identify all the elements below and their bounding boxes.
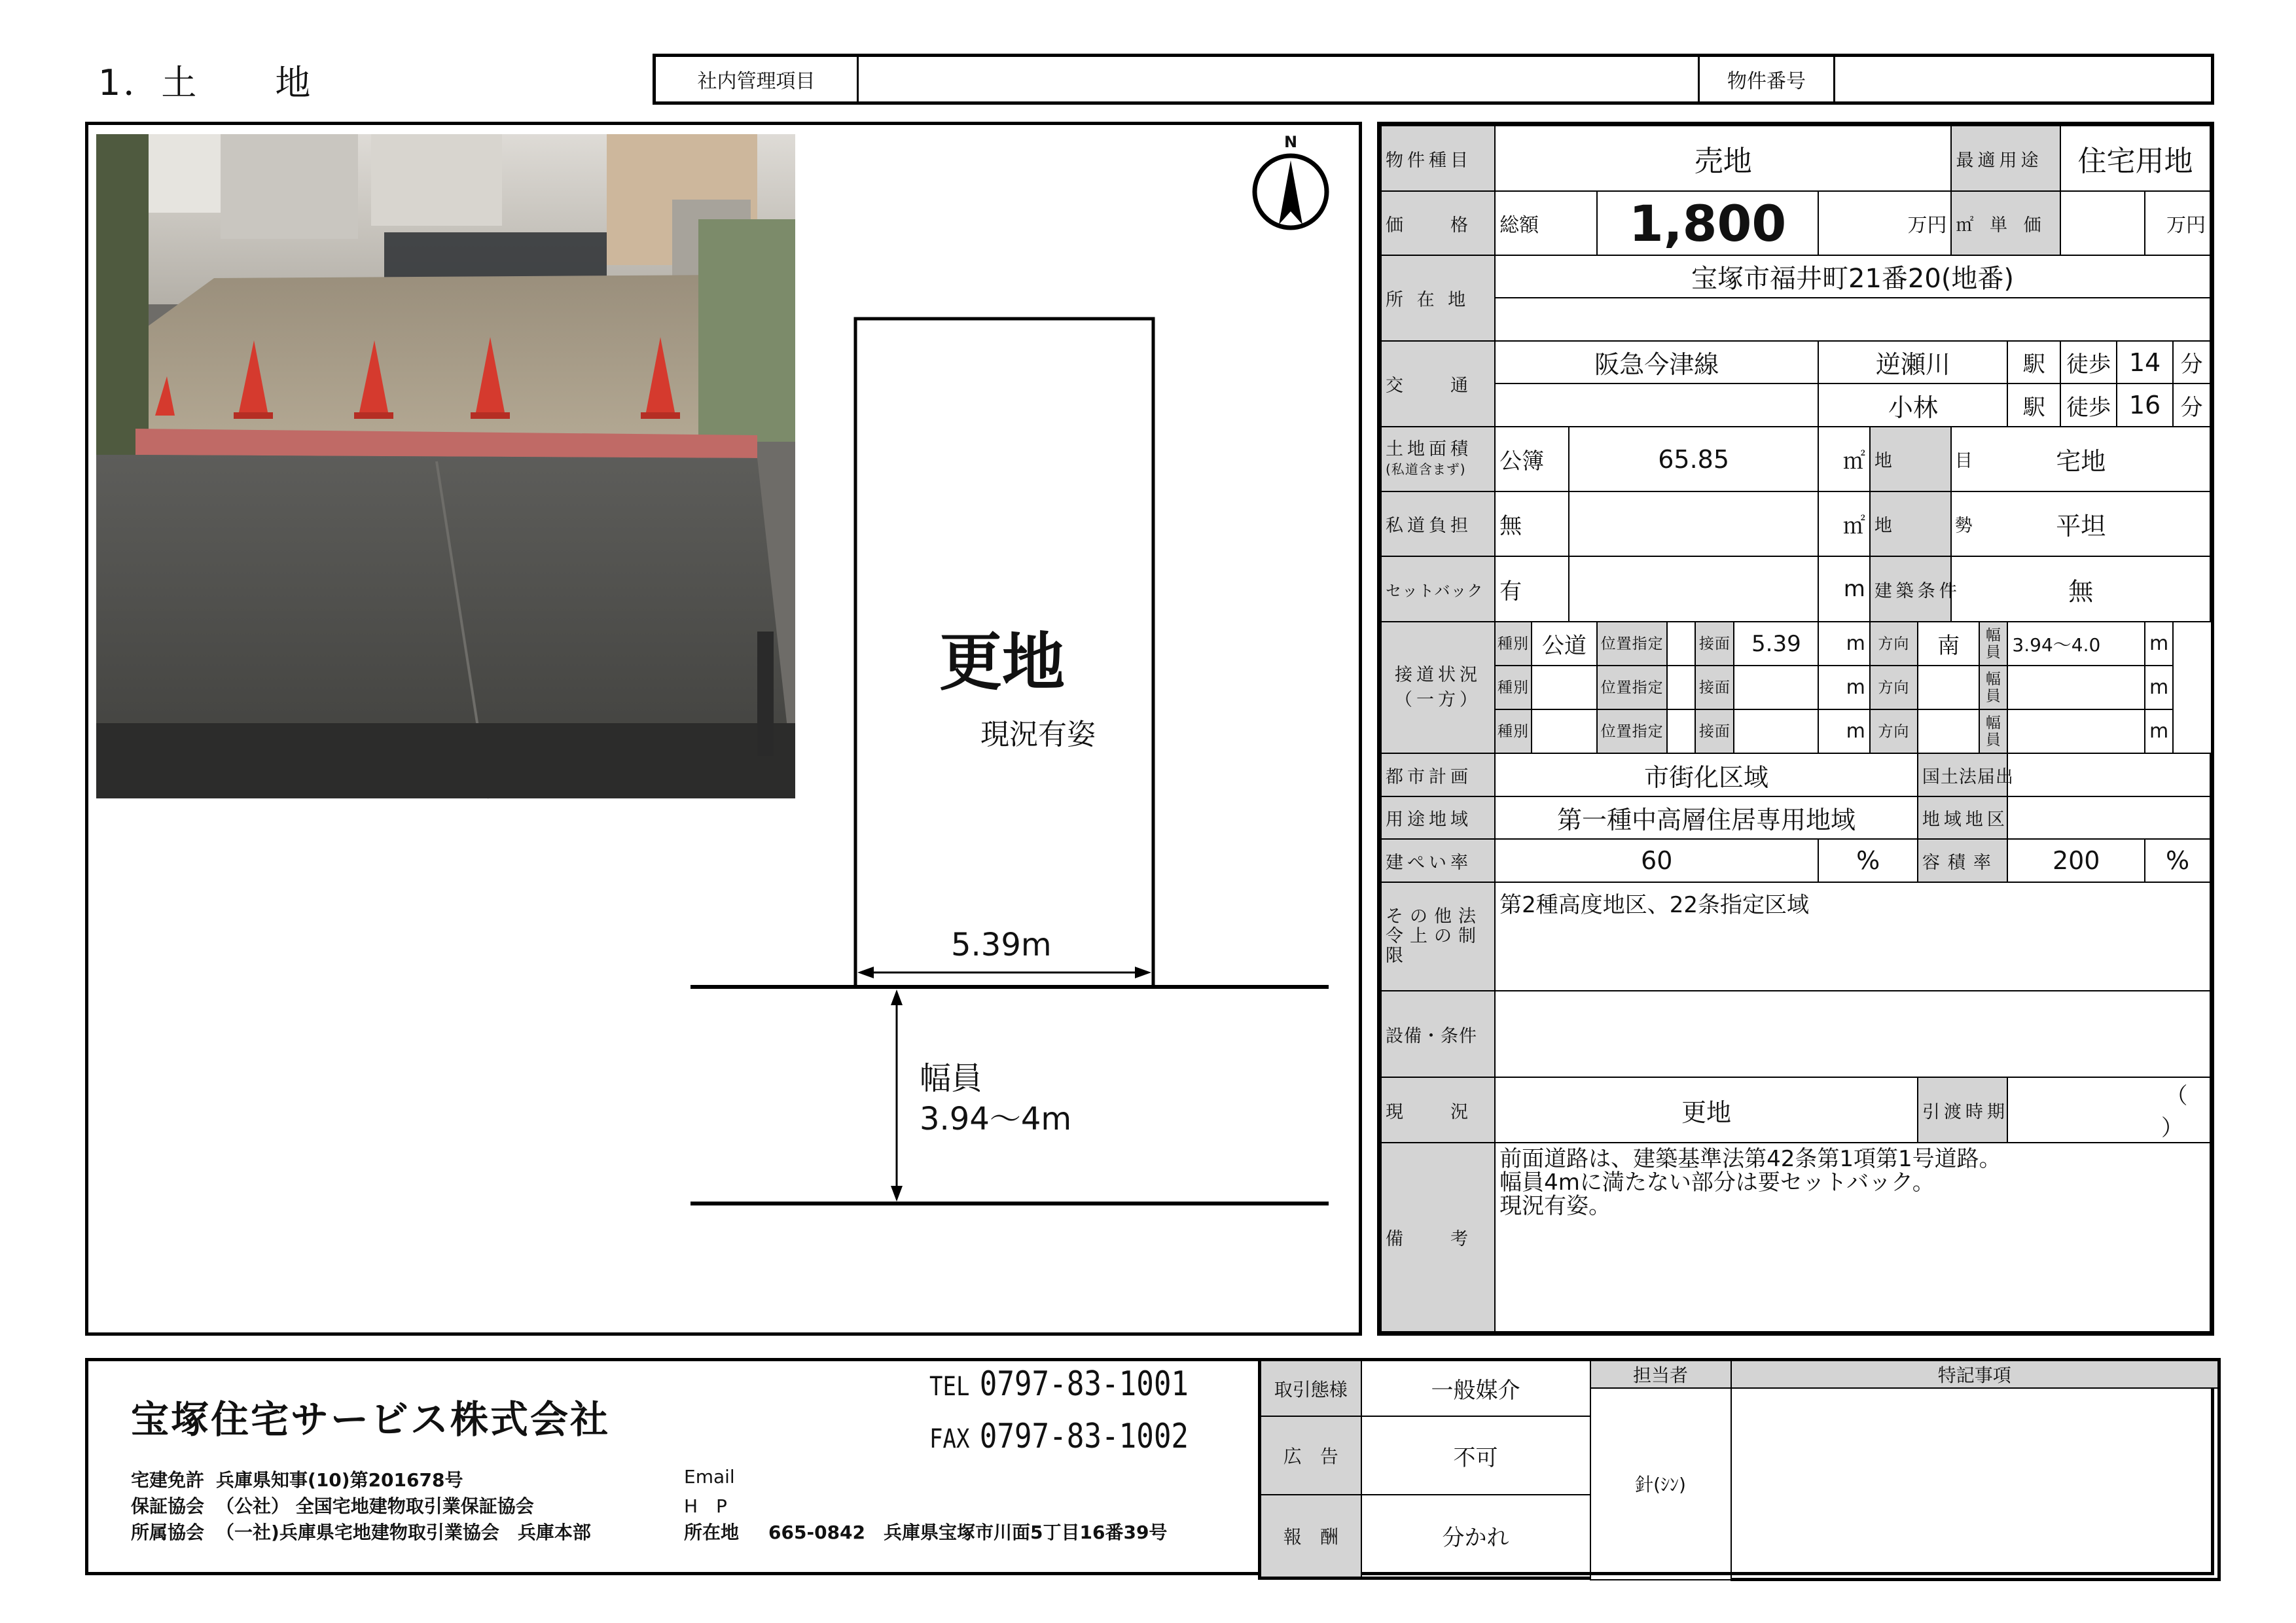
facility-value <box>1495 991 2210 1077</box>
address-value: 宝塚市福井町21番20(地番) <box>1495 255 2210 298</box>
unit-price-value <box>2060 191 2145 255</box>
addr-value: 665-0842 兵庫県宝塚市川面5丁目16番39号 <box>768 1522 1168 1543</box>
city-plan-label: 都市計画 <box>1381 753 1495 796</box>
district-label: 地域地区 <box>1918 796 2008 839</box>
fee-value: 分かれ <box>1361 1495 1590 1578</box>
land-area-unit: ㎡ <box>1818 427 1869 491</box>
setback-amount <box>1569 556 1818 622</box>
prop-no-label: 物件番号 <box>1700 57 1835 101</box>
transport-fun-2: 分 <box>2173 383 2210 427</box>
fax-number: 0797-83-1002 <box>979 1417 1189 1456</box>
road3-width-unit: m <box>2145 709 2173 753</box>
road3-frontage-label: 接面 <box>1695 709 1734 753</box>
unit-price-unit: 万円 <box>2145 191 2210 255</box>
road2-frontage-unit: m <box>1818 666 1869 709</box>
notes-label: 特記事項 <box>1731 1360 2219 1389</box>
fee-label: 報 酬 <box>1260 1495 1361 1578</box>
license-value: 兵庫県知事(10)第201678号 <box>216 1469 463 1491</box>
road1-ichi <box>1667 622 1695 666</box>
road3-dir-label: 方向 <box>1870 709 1918 753</box>
transport-eki-2: 駅 <box>2007 383 2060 427</box>
assoc-value: （一社)兵庫県宅地建物取引業協会 兵庫本部 <box>216 1522 591 1543</box>
road2-frontage <box>1734 666 1818 709</box>
tel-row <box>929 1364 1189 1404</box>
fax-label: FAX <box>929 1424 970 1454</box>
fax-row <box>929 1417 1189 1456</box>
transport-line-1: 阪急今津線 <box>1495 341 1818 383</box>
road3-type <box>1532 709 1597 753</box>
road3-ichi-label: 位置指定 <box>1597 709 1667 753</box>
prop-no-value[interactable] <box>1835 57 2211 101</box>
zoning-label: 用途地域 <box>1381 796 1495 839</box>
footer <box>85 1358 2214 1575</box>
road1-width-label: 幅員 <box>1979 622 2007 666</box>
road2-frontage-label: 接面 <box>1695 666 1734 709</box>
kokudo-label: 国土法届出 <box>1918 753 2008 796</box>
map-panel <box>85 122 1362 1336</box>
transport-station-1: 逆瀬川 <box>1818 341 2007 383</box>
road3-dir <box>1918 709 1980 753</box>
other-value: 第2種高度地区、22条指定区域 <box>1495 882 2210 991</box>
deal-value: 一般媒介 <box>1361 1360 1590 1417</box>
road2-type <box>1532 666 1597 709</box>
guarantee-label: 保証協会 <box>131 1495 205 1517</box>
road-access-label <box>1381 622 1495 753</box>
transport-min-2: 16 <box>2117 383 2173 427</box>
deal-table <box>1258 1358 2221 1581</box>
land-area-sub: (私道含まず) <box>1386 461 1466 477</box>
use-value: 住宅用地 <box>2060 126 2210 191</box>
unit-price-label: ㎡ 単 価 <box>1951 191 2060 255</box>
staff-value: 針(ｼﾝ) <box>1590 1388 1731 1580</box>
far-label: 容積率 <box>1918 839 2008 882</box>
assoc-row <box>131 1518 591 1544</box>
handover-open: （ <box>2165 1083 2188 1109</box>
road3-frontage <box>1734 709 1818 753</box>
status-note: 現況有姿 <box>980 718 1096 751</box>
private-road-area <box>1569 491 1818 556</box>
road3-ichi <box>1667 709 1695 753</box>
road3-width <box>2007 709 2145 753</box>
road2-ichi <box>1667 666 1695 709</box>
handover-value <box>2007 1077 2210 1143</box>
transport-min-1: 14 <box>2117 341 2173 383</box>
lot-diagram <box>85 122 1362 1336</box>
private-road-unit: ㎡ <box>1818 491 1869 556</box>
land-area-value: 65.85 <box>1569 427 1818 491</box>
other-label: その他法令上の制限 <box>1381 882 1495 991</box>
koubo-label: 公簿 <box>1495 427 1569 491</box>
far-unit: % <box>2145 839 2210 882</box>
road2-type-label: 種別 <box>1495 666 1532 709</box>
road1-dir-label: 方向 <box>1870 622 1918 666</box>
hp-label: H P <box>684 1495 727 1517</box>
tel-label: TEL <box>929 1372 970 1402</box>
header-bar <box>653 54 2214 105</box>
setback-unit: m <box>1818 556 1869 622</box>
price-value: 1,800 <box>1597 191 1818 255</box>
type-value: 売地 <box>1495 126 1951 191</box>
private-road-value: 無 <box>1495 491 1569 556</box>
road1-ichi-label: 位置指定 <box>1597 622 1667 666</box>
setback-value: 有 <box>1495 556 1569 622</box>
road-access-sub: （一方） <box>1395 689 1482 710</box>
road-width-value: 3.94～4m <box>920 1101 1072 1137</box>
price-unit: 万円 <box>1818 191 1951 255</box>
notes-value <box>1731 1388 2219 1580</box>
road1-frontage-label: 接面 <box>1695 622 1734 666</box>
private-road-label: 私道負担 <box>1381 491 1495 556</box>
far-value: 200 <box>2007 839 2145 882</box>
transport-eki-1: 駅 <box>2007 341 2060 383</box>
spec-table <box>1377 122 2214 1336</box>
price-label: 価 格 <box>1381 191 1495 255</box>
road1-type: 公道 <box>1532 622 1597 666</box>
north-label: N <box>1284 133 1298 151</box>
remarks-line-2: 幅員4mに満たない部分は要セットバック。 <box>1499 1169 1935 1196</box>
transport-walk-2: 徒歩 <box>2060 383 2117 427</box>
remarks-label: 備 考 <box>1381 1143 1495 1332</box>
road1-frontage: 5.39 <box>1734 622 1818 666</box>
location-label: 所 在 地 <box>1381 255 1495 341</box>
addr-row <box>684 1518 1167 1544</box>
type-label: 物件種目 <box>1381 126 1495 191</box>
license-label: 宅建免許 <box>131 1469 205 1491</box>
road2-width-unit: m <box>2145 666 2173 709</box>
transport-fun-1: 分 <box>2173 341 2210 383</box>
guarantee-value: （公社） 全国宅地建物取引業保証協会 <box>216 1495 534 1517</box>
land-area-title: 土地面積 <box>1386 438 1472 459</box>
tel-number: 0797-83-1001 <box>979 1364 1189 1404</box>
district-value <box>2007 796 2210 839</box>
license-row <box>131 1466 463 1492</box>
terrain-label: 地 勢 <box>1870 491 1952 556</box>
road1-type-label: 種別 <box>1495 622 1532 666</box>
road1-width: 3.94～4.0 <box>2007 622 2145 666</box>
road3-type-label: 種別 <box>1495 709 1532 753</box>
land-area-label <box>1381 427 1495 491</box>
road1-dir: 南 <box>1918 622 1980 666</box>
assoc-label: 所属協会 <box>131 1522 205 1543</box>
mgmt-label: 社内管理項目 <box>656 57 859 101</box>
use-label: 最適用途 <box>1951 126 2060 191</box>
staff-label: 担当者 <box>1590 1360 1731 1389</box>
ad-value: 不可 <box>1361 1416 1590 1495</box>
facility-label: 設備・条件 <box>1381 991 1495 1077</box>
build-cond-label: 建築条件 <box>1870 556 1952 622</box>
bcr-label: 建ぺい率 <box>1381 839 1495 882</box>
transport-walk-1: 徒歩 <box>2060 341 2117 383</box>
guarantee-row <box>131 1492 534 1518</box>
road3-width-label: 幅員 <box>1979 709 2007 753</box>
ad-label: 広 告 <box>1260 1416 1361 1495</box>
road-width-label: 幅員 <box>920 1060 983 1097</box>
current-value: 更地 <box>1495 1077 1918 1143</box>
build-cond-value: 無 <box>1951 556 2210 622</box>
remarks-line-1: 前面道路は、建築基準法第42条第1項第1号道路。 <box>1499 1146 2001 1172</box>
road2-ichi-label: 位置指定 <box>1597 666 1667 709</box>
company-name: 宝塚住宅サービス株式会社 <box>131 1397 611 1442</box>
handover-close: ） <box>2161 1115 2183 1141</box>
bcr-unit: % <box>1818 839 1918 882</box>
handover-label: 引渡時期 <box>1918 1077 2008 1143</box>
bcr-value: 60 <box>1495 839 1818 882</box>
city-plan-value: 市街化区域 <box>1495 753 1918 796</box>
road-access-title: 接道状況 <box>1395 664 1482 685</box>
kokudo-value <box>2007 753 2210 796</box>
zoning-value: 第一種中高層住居専用地域 <box>1495 796 1918 839</box>
road3-frontage-unit: m <box>1818 709 1869 753</box>
terrain-value: 平坦 <box>1951 491 2210 556</box>
address-line2 <box>1495 298 2210 341</box>
north-arrow-icon <box>1245 133 1336 236</box>
section-title: 1．土 地 <box>98 62 314 103</box>
road2-dir <box>1918 666 1980 709</box>
mgmt-value[interactable] <box>859 57 1700 101</box>
chimoku-value: 宅地 <box>1951 427 2210 491</box>
frontage-label: 5.39m <box>951 927 1052 963</box>
chimoku-label: 地 目 <box>1870 427 1952 491</box>
deal-label: 取引態様 <box>1260 1360 1361 1417</box>
road2-width-label: 幅員 <box>1979 666 2007 709</box>
lot-label: 更地 <box>939 626 1065 699</box>
transport-station-2: 小林 <box>1818 383 2007 427</box>
total-label: 総額 <box>1495 191 1597 255</box>
addr-label: 所在地 <box>684 1522 740 1543</box>
road1-frontage-unit: m <box>1818 622 1869 666</box>
road2-width <box>2007 666 2145 709</box>
transport-line-2 <box>1495 383 1818 427</box>
setback-label: セットバック <box>1381 556 1495 622</box>
transport-label: 交 通 <box>1381 341 1495 427</box>
road2-dir-label: 方向 <box>1870 666 1918 709</box>
road1-width-unit: m <box>2145 622 2173 666</box>
current-label: 現 況 <box>1381 1077 1495 1143</box>
email-label: Email <box>684 1466 735 1488</box>
remarks-line-3: 現況有姿。 <box>1499 1193 1611 1219</box>
remarks-value <box>1495 1143 2210 1332</box>
